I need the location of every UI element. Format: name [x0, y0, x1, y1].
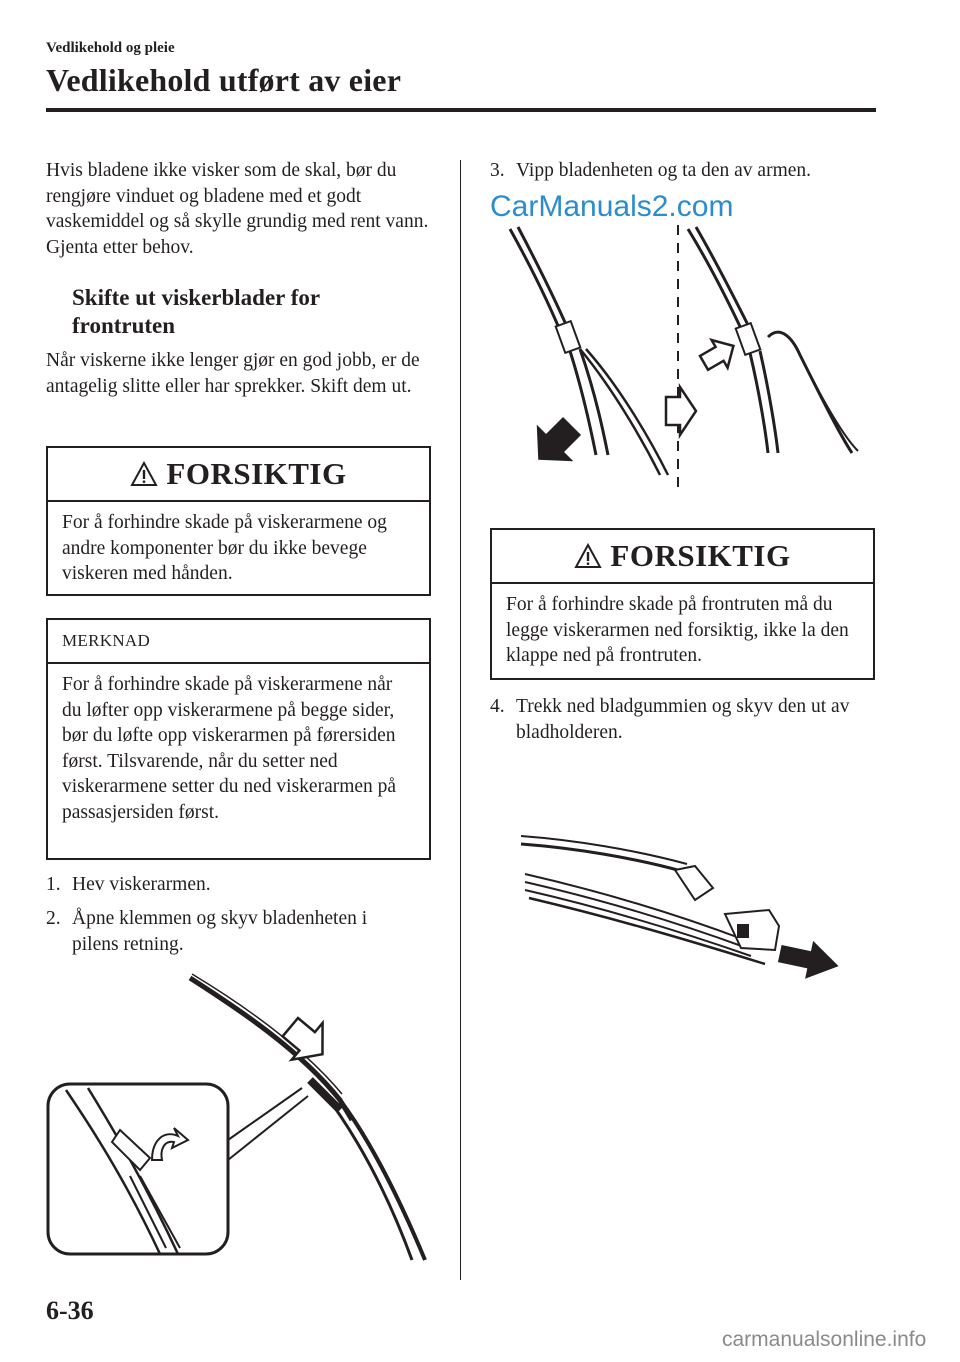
caution-text: For å forhindre skade på frontruten må du legge viskerarmen ned forsiktig, ikke la den klappe ned på frontruten. — [506, 594, 849, 666]
step-number: 1. — [46, 874, 61, 895]
note-text: For å forhindre skade på viskerarmene når du løfter opp viskerarmene på begge sider, bør du løfte opp viskerarmen på førersiden først. Tilsvarende, når du setter ned viskerarmene setter du ned viskerarmen på passasjersiden først. — [62, 674, 397, 823]
note-title: MERKNAD — [62, 631, 151, 650]
caution-header — [48, 448, 429, 502]
step-3 — [490, 158, 870, 184]
step-text: Åpne klemmen og skyv bladenheten i pilens retning. — [72, 908, 368, 955]
watermark-bottom: carmanualsonline.info — [722, 1328, 927, 1351]
step-1 — [46, 872, 436, 898]
warning-triangle-icon — [130, 461, 158, 487]
caution-title: FORSIKTIG — [166, 456, 347, 491]
caution-box-right — [490, 528, 875, 680]
step-number: 4. — [490, 696, 505, 717]
step-2 — [46, 906, 416, 957]
step-4 — [490, 694, 862, 745]
step-text: Hev viskerarmen. — [72, 874, 211, 895]
rotate-arrow-icon — [696, 332, 741, 377]
pull-arrow-icon — [777, 936, 841, 983]
sub-paragraph: Når viskerne ikke lenger gjør en god jobb, er de antagelig slitte eller har sprekker. Skift dem ut. — [46, 350, 420, 397]
next-arrow-icon — [666, 387, 696, 435]
section-label: Vedlikehold og pleie — [46, 40, 175, 56]
blade-rubber-illustration — [515, 830, 855, 980]
step-number: 2. — [46, 908, 61, 929]
note-header — [48, 620, 429, 664]
tilt-arrow-icon — [522, 410, 588, 476]
column-divider — [460, 160, 461, 1280]
caution-header — [492, 530, 873, 584]
watermark-top: CarManuals2.com — [490, 190, 734, 223]
page-title: Vedlikehold utført av eier — [46, 62, 402, 98]
warning-triangle-icon — [574, 543, 602, 569]
title-rule — [46, 108, 876, 112]
step-text: Trekk ned bladgummien og skyv den ut av bladholderen. — [516, 696, 850, 743]
wiper-clip-illustration — [40, 970, 440, 1260]
subheading: Skifte ut viskerblader for frontruten — [72, 285, 320, 338]
step-number: 3. — [490, 160, 505, 181]
step-text: Vipp bladenheten og ta den av armen. — [516, 160, 812, 181]
caution-box-left — [46, 446, 431, 596]
caution-text: For å forhindre skade på viskerarmene og andre komponenter bør du ikke bevege viskeren med hånden. — [62, 512, 387, 584]
caution-title: FORSIKTIG — [610, 538, 791, 573]
page-number: 6-36 — [46, 1296, 94, 1325]
wiper-remove-illustration — [500, 225, 870, 500]
intro-paragraph: Hvis bladene ikke visker som de skal, bør du rengjøre vinduet og bladene med et godt vaskemiddel og så skylle grundig med rent vann. Gjenta etter behov. — [46, 160, 429, 258]
note-box — [46, 618, 431, 860]
